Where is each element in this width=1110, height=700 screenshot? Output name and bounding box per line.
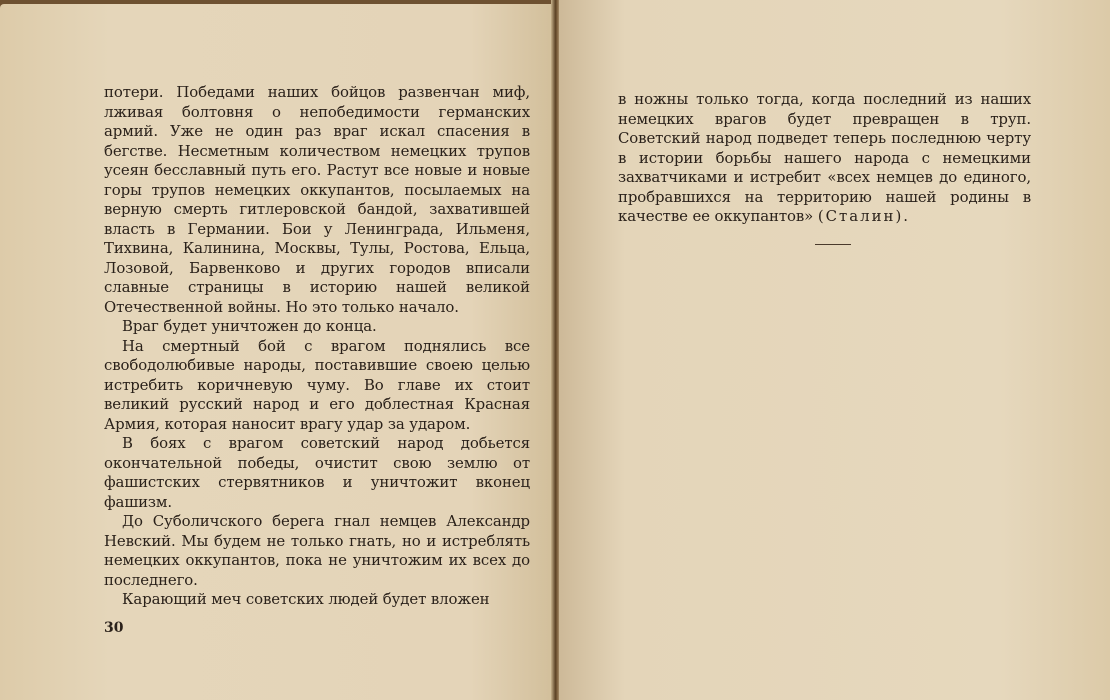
paragraph: потери. Победами наших бойцов развенчан миф, лживая болтовня о непобедимости германских армий. Уже не один раз враг искал спасения в бегстве. Несметным количеством немецких трупов усеян бесславный путь его. Растут все новые и новые горы трупов немецких оккупантов, посылаемых на верную смерть гитлеровской бандой, захватившей власть в Германии. Бои у Ленинграда, Ильменя, Тихвина, Калинина, Москвы, Тулы, Ростова, Ельца, Лозовой, Барвенково и других городов вписали славные страницы в историю нашей великой Отечественной войны. Но это только начало. xyxy=(104,83,530,316)
paragraph: На смертный бой с врагом поднялись все свободолюбивые народы, поставившие своею целью истребить коричневую чуму. Во главе их стоит великий русский народ и его доблестная Красная Армия, которая наносит врагу удар за ударом. xyxy=(104,336,530,433)
paragraph xyxy=(618,90,1031,227)
left-page xyxy=(0,4,553,700)
paragraph: Карающий меч советских людей будет вложен xyxy=(122,590,490,608)
paragraph: Враг будет уничтожен до конца. xyxy=(122,317,377,335)
left-page-text xyxy=(104,83,530,610)
quote-text: в ножны только тогда, когда последний из наших немецких врагов будет превращен в труп. Советский народ подведет теперь последнюю черту в истории борьбы нашего народа с немецкими захватчиками и истребит «всех немцев до единого, пробравшихся на территорию нашей родины в качестве ее оккупантов» xyxy=(618,90,1031,225)
quote-author: (Сталин). xyxy=(817,207,910,225)
section-divider xyxy=(815,244,851,245)
right-page-text xyxy=(618,90,1031,227)
paragraph: В боях с врагом советский народ добьется окончательной победы, очистит свою землю от фашистских стервятников и уничтожит вконец фашизм. xyxy=(104,434,530,511)
paragraph: До Суболичского берега гнал немцев Александр Невский. Мы будем не только гнать, но и истреблять немецких оккупантов, пока не уничтожим их всех до последнего. xyxy=(104,512,530,589)
page-number: 30 xyxy=(104,620,124,636)
right-page xyxy=(559,0,1110,700)
